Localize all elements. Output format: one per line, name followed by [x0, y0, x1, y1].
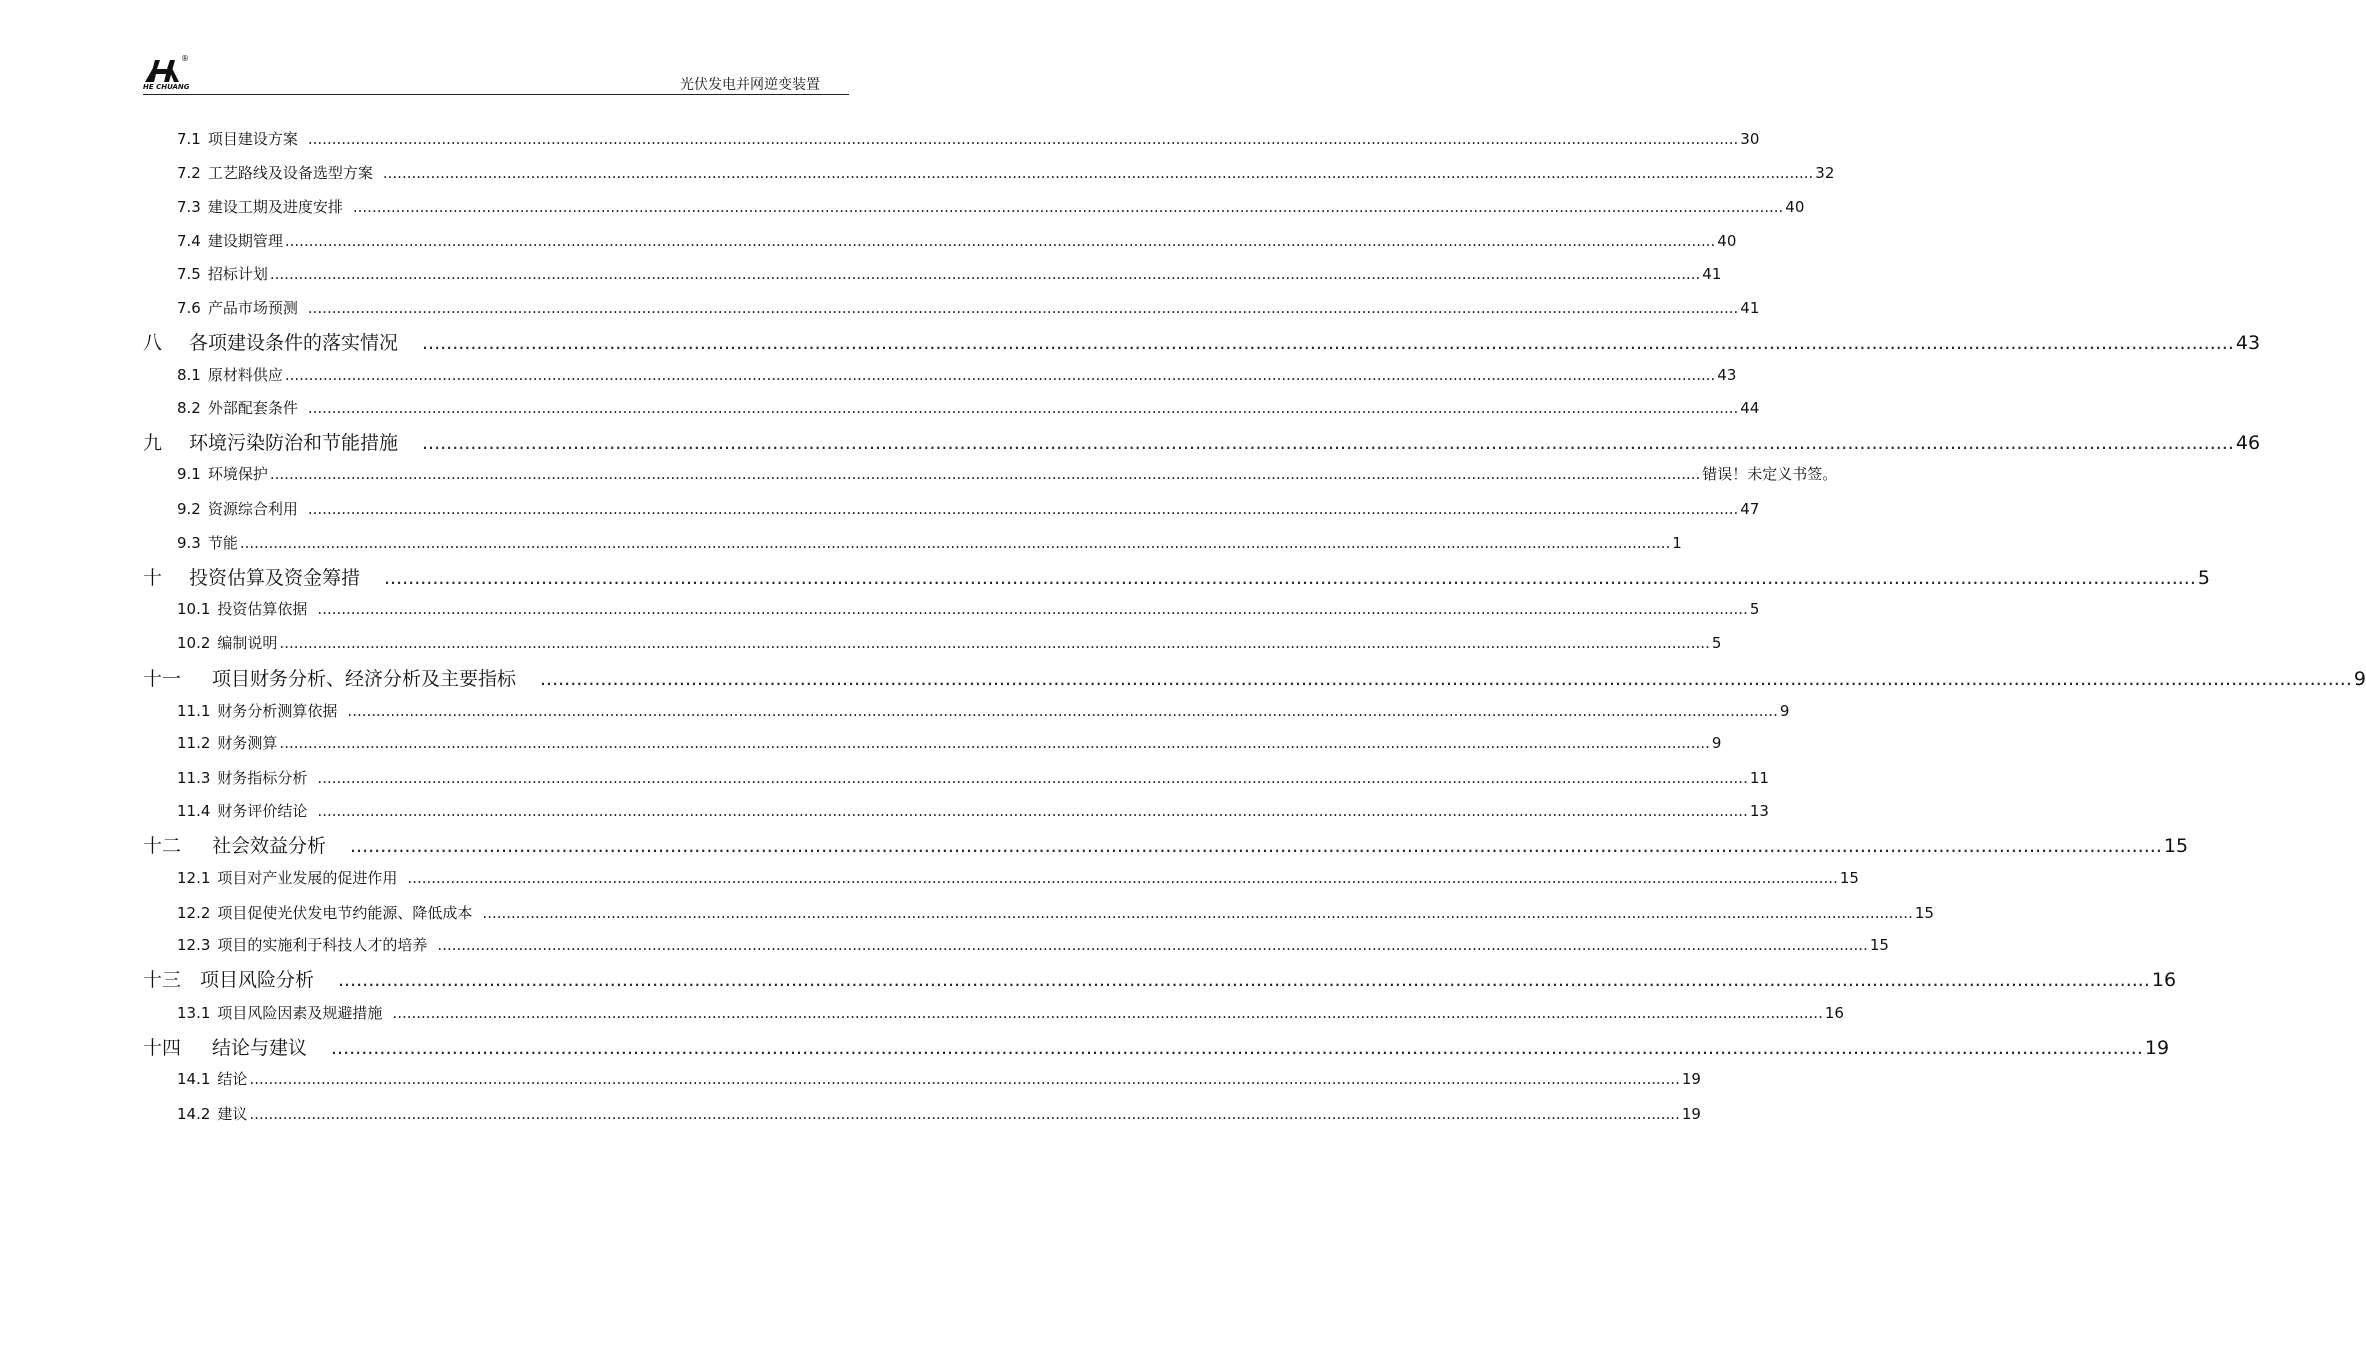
- toc-entry-label: [177, 196, 343, 217]
- toc-dot-leader: ............................................................................................................................................................................................................................................................................................................: [384, 567, 2196, 589]
- toc-section-entry[interactable]: [177, 732, 1722, 753]
- toc-page-number: 15: [1914, 904, 1934, 922]
- toc-section-entry[interactable]: [177, 196, 1805, 217]
- toc-entry-label: [177, 767, 307, 788]
- toc-page-number: 43: [1717, 366, 1737, 384]
- toc-entry-title: 项目建设方案: [207, 130, 298, 148]
- toc-page-number: 16: [2151, 969, 2177, 991]
- toc-entry-label: [177, 934, 427, 955]
- toc-page-number: 错误！未定义书签。: [1702, 465, 1838, 483]
- toc-entry-label: [177, 263, 268, 284]
- toc-entry-label: [143, 328, 398, 355]
- toc-entry-label: [143, 965, 314, 992]
- toc-section-entry[interactable]: [177, 263, 1722, 284]
- toc-entry-title: 项目风险分析: [200, 969, 315, 991]
- toc-entry-title: 各项建设条件的落实情况: [189, 332, 399, 354]
- toc-dot-leader: ............................................................................................................................................................................................................................................................................................................: [317, 769, 1748, 787]
- toc-chapter-entry[interactable]: [143, 664, 2366, 691]
- toc-entry-title: 外部配套条件: [207, 399, 298, 417]
- toc-section-entry[interactable]: [177, 1002, 1844, 1023]
- toc-entry-number: 9.1: [177, 465, 201, 483]
- toc-page-number: 1: [1672, 534, 1682, 552]
- toc-entry-number: 9.2: [177, 500, 201, 518]
- toc-dot-leader: ............................................................................................................................................................................................................................................................................................................: [249, 1070, 1680, 1088]
- toc-page-number: 9: [1711, 734, 1722, 752]
- toc-page-number: 13: [1749, 802, 1769, 820]
- toc-entry-label: [143, 831, 326, 858]
- toc-entry-title: 招标计划: [207, 265, 268, 283]
- toc-page-number: 15: [2163, 835, 2189, 857]
- toc-entry-label: [177, 1103, 247, 1124]
- toc-entry-title: 财务评价结论: [217, 802, 308, 820]
- document-title: 光伏发电并网逆变装置: [680, 77, 820, 93]
- toc-dot-leader: ............................................................................................................................................................................................................................................................................................................: [422, 332, 2234, 354]
- toc-dot-leader: ............................................................................................................................................................................................................................................................................................................: [307, 500, 1739, 518]
- toc-entry-number: 8.1: [177, 366, 201, 384]
- toc-dot-leader: ............................................................................................................................................................................................................................................................................................................: [284, 232, 1716, 250]
- toc-page-number: 19: [1681, 1070, 1701, 1088]
- toc-dot-leader: ............................................................................................................................................................................................................................................................................................................: [347, 702, 1778, 720]
- toc-entry-label: [177, 532, 238, 553]
- toc-entry-title: 财务指标分析: [217, 769, 308, 787]
- toc-page-number: 5: [1749, 600, 1760, 618]
- toc-page-number: 40: [1785, 198, 1805, 216]
- toc-section-entry[interactable]: [177, 800, 1769, 821]
- toc-page-number: 9: [1779, 702, 1790, 720]
- toc-section-entry[interactable]: [177, 632, 1722, 653]
- toc-entry-number: 14.1: [177, 1070, 211, 1088]
- toc-entry-title: 社会效益分析: [212, 835, 327, 857]
- logo-wordmark: HE CHUANG: [143, 83, 190, 91]
- toc-entry-title: 节能: [207, 534, 238, 552]
- toc-section-entry[interactable]: [177, 397, 1760, 418]
- toc-entry-number: 7.1: [177, 130, 201, 148]
- toc-entry-number: 7.5: [177, 265, 201, 283]
- toc-page-number: 30: [1740, 130, 1760, 148]
- toc-entry-label: [177, 498, 298, 519]
- toc-page-number: 15: [1839, 869, 1859, 887]
- toc-chapter-entry[interactable]: [143, 428, 2261, 455]
- toc-section-entry[interactable]: [177, 162, 1835, 183]
- toc-entry-number: 十一: [143, 668, 182, 690]
- toc-entry-label: [177, 632, 277, 653]
- toc-entry-number: 8.2: [177, 399, 201, 417]
- toc-dot-leader: ............................................................................................................................................................................................................................................................................................................: [279, 734, 1710, 752]
- toc-dot-leader: ............................................................................................................................................................................................................................................................................................................: [307, 399, 1739, 417]
- toc-dot-leader: ............................................................................................................................................................................................................................................................................................................: [269, 465, 1701, 483]
- toc-chapter-entry[interactable]: [143, 831, 2189, 858]
- toc-dot-leader: ............................................................................................................................................................................................................................................................................................................: [317, 802, 1748, 820]
- toc-dot-leader: ............................................................................................................................................................................................................................................................................................................: [269, 265, 1701, 283]
- toc-page-number: 41: [1702, 265, 1722, 283]
- toc-entry-label: [177, 463, 268, 484]
- toc-section-entry[interactable]: [177, 463, 1838, 484]
- toc-entry-title: 项目对产业发展的促进作用: [217, 869, 398, 887]
- toc-dot-leader: ............................................................................................................................................................................................................................................................................................................: [317, 600, 1748, 618]
- toc-page-number: 41: [1740, 299, 1760, 317]
- toc-entry-title: 投资估算依据: [217, 600, 308, 618]
- toc-entry-number: 十四: [143, 1037, 182, 1059]
- toc-entry-number: 11.3: [177, 769, 211, 787]
- toc-section-entry[interactable]: [177, 934, 1889, 955]
- toc-page-number: 5: [2197, 567, 2210, 589]
- toc-entry-label: [177, 397, 298, 418]
- toc-page-number: 40: [1717, 232, 1737, 250]
- toc-entry-label: [143, 664, 516, 691]
- toc-entry-title: 环境保护: [207, 465, 268, 483]
- toc-entry-label: [177, 1068, 247, 1089]
- toc-page-number: 19: [2144, 1037, 2170, 1059]
- toc-entry-title: 建设工期及进度安排: [207, 198, 343, 216]
- toc-section-entry[interactable]: [177, 364, 1737, 385]
- toc-entry-number: 7.2: [177, 164, 201, 182]
- toc-entry-number: 12.2: [177, 904, 211, 922]
- toc-entry-number: 14.2: [177, 1105, 211, 1123]
- toc-entry-number: 10.2: [177, 634, 211, 652]
- toc-dot-leader: ............................................................................................................................................................................................................................................................................................................: [350, 835, 2162, 857]
- toc-section-entry[interactable]: [177, 498, 1760, 519]
- toc-entry-title: 环境污染防治和节能措施: [189, 432, 399, 454]
- toc-page-number: 19: [1681, 1105, 1701, 1123]
- toc-entry-title: 项目的实施利于科技人才的培养: [217, 936, 428, 954]
- toc-chapter-entry[interactable]: [143, 1033, 2170, 1060]
- toc-entry-label: [177, 700, 337, 721]
- toc-entry-title: 项目财务分析、经济分析及主要指标: [212, 668, 517, 690]
- toc-entry-number: 十三: [143, 969, 182, 991]
- toc-dot-leader: ............................................................................................................................................................................................................................................................................................................: [249, 1105, 1680, 1123]
- toc-dot-leader: ............................................................................................................................................................................................................................................................................................................: [540, 668, 2352, 690]
- toc-entry-title: 资源综合利用: [207, 500, 298, 518]
- toc-entry-number: 十: [143, 567, 163, 589]
- toc-entry-title: 项目风险因素及规避措施: [217, 1004, 383, 1022]
- toc-section-entry[interactable]: [177, 1068, 1701, 1089]
- toc-entry-title: 工艺路线及设备选型方案: [207, 164, 373, 182]
- toc-entry-title: 建议: [217, 1105, 248, 1123]
- toc-section-entry[interactable]: [177, 1103, 1701, 1124]
- toc-entry-number: 7.6: [177, 299, 201, 317]
- toc-section-entry[interactable]: [177, 902, 1934, 923]
- toc-page-number: 47: [1740, 500, 1760, 518]
- toc-entry-label: [177, 230, 283, 251]
- toc-dot-leader: ............................................................................................................................................................................................................................................................................................................: [284, 366, 1716, 384]
- toc-dot-leader: ............................................................................................................................................................................................................................................................................................................: [482, 904, 1913, 922]
- toc-section-entry[interactable]: [177, 700, 1790, 721]
- toc-page-number: 46: [2235, 432, 2261, 454]
- toc-entry-label: [177, 364, 283, 385]
- toc-dot-leader: ............................................................................................................................................................................................................................................................................................................: [338, 969, 2150, 991]
- header-divider: [143, 94, 849, 95]
- toc-page-number: 5: [1711, 634, 1722, 652]
- toc-entry-number: 7.3: [177, 198, 201, 216]
- toc-entry-label: [177, 902, 472, 923]
- toc-entry-title: 财务分析测算依据: [217, 702, 338, 720]
- toc-entry-title: 编制说明: [217, 634, 278, 652]
- toc-page-number: 44: [1740, 399, 1760, 417]
- toc-chapter-entry[interactable]: [143, 563, 2210, 590]
- toc-section-entry[interactable]: [177, 230, 1737, 251]
- toc-entry-label: [177, 162, 373, 183]
- toc-entry-title: 项目促使光伏发电节约能源、降低成本: [217, 904, 473, 922]
- toc-entry-title: 产品市场预测: [207, 299, 298, 317]
- toc-dot-leader: ............................................................................................................................................................................................................................................................................................................: [352, 198, 1784, 216]
- toc-dot-leader: ............................................................................................................................................................................................................................................................................................................: [392, 1004, 1823, 1022]
- toc-entry-title: 建设期管理: [207, 232, 283, 250]
- toc-page-number: 43: [2235, 332, 2261, 354]
- toc-entry-title: 原材料供应: [207, 366, 283, 384]
- toc-section-entry[interactable]: [177, 532, 1682, 553]
- toc-entry-number: 10.1: [177, 600, 211, 618]
- toc-page-number: 15: [1869, 936, 1889, 954]
- toc-section-entry[interactable]: [177, 297, 1760, 318]
- toc-entry-label: [143, 1033, 307, 1060]
- toc-dot-leader: ............................................................................................................................................................................................................................................................................................................: [279, 634, 1710, 652]
- toc-entry-label: [177, 297, 298, 318]
- toc-entry-number: 八: [143, 332, 163, 354]
- toc-dot-leader: ............................................................................................................................................................................................................................................................................................................: [437, 936, 1868, 954]
- toc-entry-label: [177, 598, 307, 619]
- toc-dot-leader: ............................................................................................................................................................................................................................................................................................................: [307, 299, 1739, 317]
- company-logo: [143, 56, 193, 94]
- toc-entry-number: 11.2: [177, 734, 211, 752]
- toc-dot-leader: ............................................................................................................................................................................................................................................................................................................: [307, 130, 1739, 148]
- toc-entry-number: 7.4: [177, 232, 201, 250]
- toc-dot-leader: ............................................................................................................................................................................................................................................................................................................: [239, 534, 1671, 552]
- toc-entry-label: [177, 867, 397, 888]
- toc-dot-leader: ............................................................................................................................................................................................................................................................................................................: [422, 432, 2234, 454]
- toc-dot-leader: ............................................................................................................................................................................................................................................................................................................: [407, 869, 1838, 887]
- toc-section-entry[interactable]: [177, 767, 1769, 788]
- toc-section-entry[interactable]: [177, 598, 1760, 619]
- toc-entry-number: 九: [143, 432, 163, 454]
- toc-entry-title: 结论: [217, 1070, 248, 1088]
- toc-section-entry[interactable]: [177, 128, 1760, 149]
- toc-entry-label: [177, 1002, 382, 1023]
- toc-entry-title: 投资估算及资金筹措: [189, 567, 361, 589]
- toc-entry-label: [177, 128, 298, 149]
- toc-entry-number: 9.3: [177, 534, 201, 552]
- toc-entry-number: 11.4: [177, 802, 211, 820]
- toc-dot-leader: ............................................................................................................................................................................................................................................................................................................: [382, 164, 1814, 182]
- toc-entry-number: 12.1: [177, 869, 211, 887]
- toc-page-number: 11: [1749, 769, 1769, 787]
- toc-entry-label: [143, 428, 398, 455]
- toc-entry-number: 13.1: [177, 1004, 211, 1022]
- toc-entry-label: [177, 732, 277, 753]
- toc-entry-label: [143, 563, 360, 590]
- toc-entry-label: [177, 800, 307, 821]
- toc-entry-number: 11.1: [177, 702, 211, 720]
- toc-entry-title: 财务测算: [217, 734, 278, 752]
- registered-mark: ®: [181, 54, 189, 63]
- toc-entry-number: 十二: [143, 835, 182, 857]
- toc-chapter-entry[interactable]: [143, 328, 2261, 355]
- toc-dot-leader: ............................................................................................................................................................................................................................................................................................................: [331, 1037, 2143, 1059]
- toc-page-number: 9: [2353, 668, 2366, 690]
- toc-entry-number: 12.3: [177, 936, 211, 954]
- toc-page-number: 16: [1824, 1004, 1844, 1022]
- logo-mark-icon: [143, 56, 183, 84]
- toc-entry-title: 结论与建议: [212, 1037, 308, 1059]
- toc-section-entry[interactable]: [177, 867, 1859, 888]
- toc-chapter-entry[interactable]: [143, 965, 2177, 992]
- toc-page-number: 32: [1815, 164, 1835, 182]
